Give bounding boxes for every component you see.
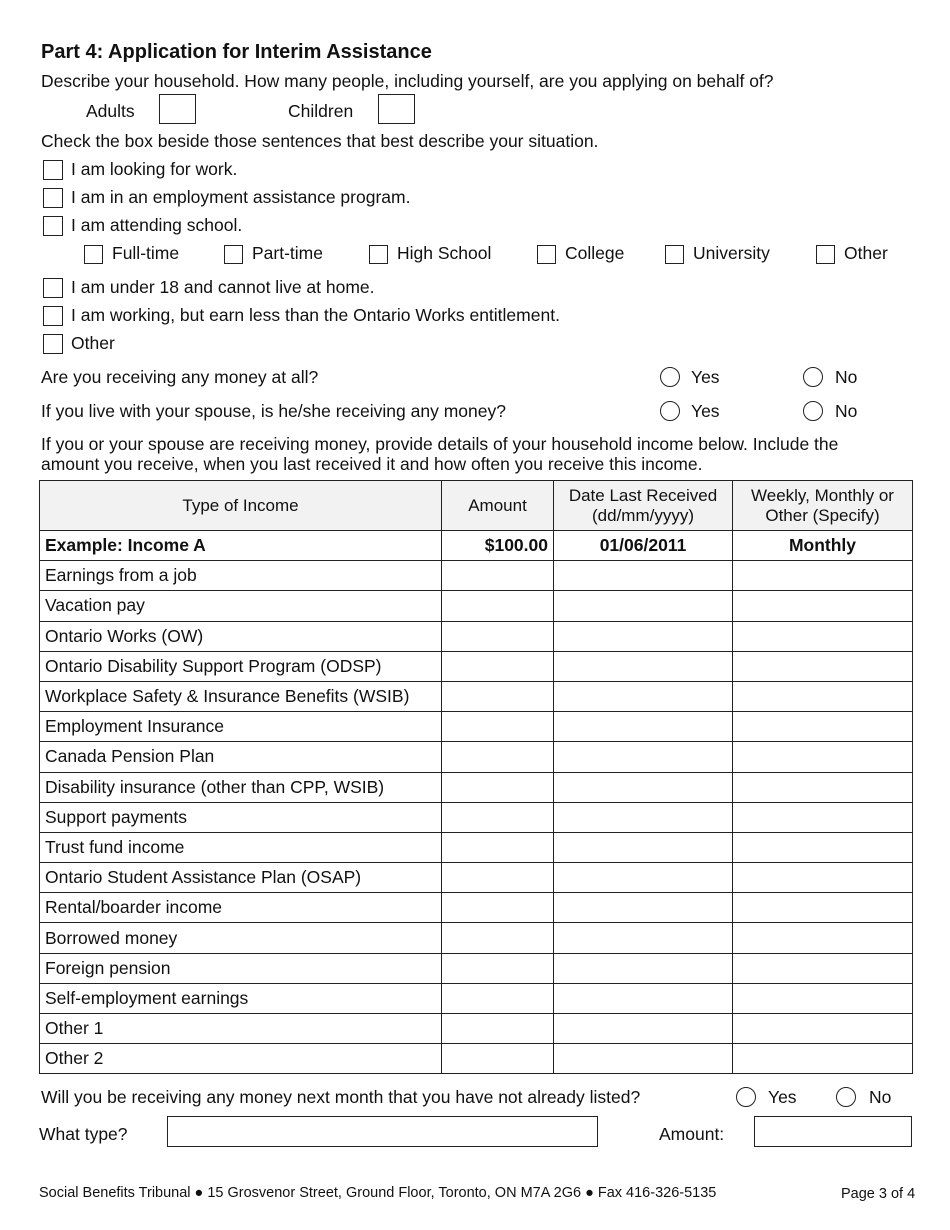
amount-cell[interactable] (442, 923, 554, 953)
date-cell[interactable] (554, 561, 733, 591)
date-cell[interactable] (554, 681, 733, 711)
other-situation-checkbox[interactable] (43, 334, 63, 354)
frequency-cell[interactable] (733, 802, 913, 832)
amount-cell[interactable] (442, 681, 554, 711)
situation-instruction: Check the box beside those sentences that best describe your situation. (41, 131, 599, 151)
income-type-label: Vacation pay (40, 591, 442, 621)
income-row (40, 923, 913, 953)
college-checkbox[interactable] (537, 245, 556, 264)
example-type: Example: Income A (40, 531, 442, 561)
next-month-no-radio[interactable] (836, 1087, 856, 1107)
employment-program-checkbox[interactable] (43, 188, 63, 208)
date-cell[interactable] (554, 953, 733, 983)
adults-label: Adults (86, 101, 135, 121)
example-row (40, 531, 913, 561)
frequency-cell[interactable] (733, 893, 913, 923)
income-row (40, 591, 913, 621)
amount-header: Amount (442, 481, 554, 531)
full-time-label: Full-time (112, 243, 180, 263)
spouse-money-no-label: No (835, 401, 858, 421)
frequency-cell[interactable] (733, 832, 913, 862)
date-cell[interactable] (554, 712, 733, 742)
amount-cell[interactable] (442, 983, 554, 1013)
what-type-label: What type? (39, 1124, 128, 1144)
date-cell[interactable] (554, 621, 733, 651)
date-cell[interactable] (554, 591, 733, 621)
next-month-yes-radio[interactable] (736, 1087, 756, 1107)
next-month-yes-label: Yes (768, 1087, 797, 1107)
working-less-checkbox[interactable] (43, 306, 63, 326)
income-type-label: Ontario Disability Support Program (ODSP) (40, 651, 442, 681)
income-row (40, 772, 913, 802)
income-row (40, 953, 913, 983)
frequency-cell[interactable] (733, 621, 913, 651)
part-time-label: Part-time (252, 243, 323, 263)
income-type-label: Self-employment earnings (40, 983, 442, 1013)
under-18-label: I am under 18 and cannot live at home. (71, 277, 375, 297)
frequency-cell[interactable] (733, 923, 913, 953)
amount-cell[interactable] (442, 802, 554, 832)
date-cell[interactable] (554, 1014, 733, 1044)
amount-field[interactable] (754, 1116, 912, 1147)
university-checkbox[interactable] (665, 245, 684, 264)
under-18-checkbox[interactable] (43, 278, 63, 298)
date-cell[interactable] (554, 863, 733, 893)
other-school-label: Other (844, 243, 888, 263)
income-table (39, 480, 913, 1074)
income-row (40, 983, 913, 1013)
date-cell[interactable] (554, 651, 733, 681)
frequency-cell[interactable] (733, 953, 913, 983)
adults-count-field[interactable] (159, 94, 196, 124)
date-cell[interactable] (554, 893, 733, 923)
receiving-money-yes-radio[interactable] (660, 367, 680, 387)
receiving-money-no-label: No (835, 367, 858, 387)
date-cell[interactable] (554, 802, 733, 832)
frequency-cell[interactable] (733, 651, 913, 681)
income-row (40, 802, 913, 832)
example-frequency: Monthly (733, 531, 913, 561)
income-type-label: Ontario Works (OW) (40, 621, 442, 651)
type-of-income-header: Type of Income (40, 481, 442, 531)
income-row (40, 1014, 913, 1044)
income-table-header-row (40, 481, 913, 531)
income-type-label: Ontario Student Assistance Plan (OSAP) (40, 863, 442, 893)
children-count-field[interactable] (378, 94, 415, 124)
income-type-label: Borrowed money (40, 923, 442, 953)
frequency-cell[interactable] (733, 712, 913, 742)
college-label: College (565, 243, 625, 263)
income-row (40, 832, 913, 862)
amount-cell[interactable] (442, 621, 554, 651)
date-cell[interactable] (554, 1044, 733, 1074)
amount-cell[interactable] (442, 863, 554, 893)
spouse-money-yes-label: Yes (691, 401, 720, 421)
part-time-checkbox[interactable] (224, 245, 243, 264)
next-month-question: Will you be receiving any money next month that you have not already listed? (41, 1087, 641, 1107)
income-type-label: Support payments (40, 802, 442, 832)
what-type-field[interactable] (167, 1116, 598, 1147)
amount-cell[interactable] (442, 651, 554, 681)
frequency-header: Weekly, Monthly or Other (Specify) (733, 481, 913, 531)
amount-cell[interactable] (442, 953, 554, 983)
amount-cell[interactable] (442, 772, 554, 802)
frequency-cell[interactable] (733, 772, 913, 802)
income-instruction-line-1: If you or your spouse are receiving money, provide details of your household income below. Include the (41, 434, 839, 454)
high-school-checkbox[interactable] (369, 245, 388, 264)
looking-for-work-checkbox[interactable] (43, 160, 63, 180)
income-type-label: Other 2 (40, 1044, 442, 1074)
spouse-money-question: If you live with your spouse, is he/she receiving any money? (41, 401, 506, 421)
page-number: Page 3 of 4 (841, 1186, 916, 1202)
frequency-cell[interactable] (733, 591, 913, 621)
income-row (40, 651, 913, 681)
date-last-received-header: Date Last Received (dd/mm/yyyy) (554, 481, 733, 531)
date-cell[interactable] (554, 923, 733, 953)
attending-school-label: I am attending school. (71, 215, 243, 235)
income-row (40, 1044, 913, 1074)
looking-for-work-label: I am looking for work. (71, 159, 238, 179)
receiving-money-no-radio[interactable] (803, 367, 823, 387)
income-row (40, 893, 913, 923)
working-less-label: I am working, but earn less than the Ontario Works entitlement. (71, 305, 560, 325)
amount-cell[interactable] (442, 832, 554, 862)
income-row (40, 561, 913, 591)
date-cell[interactable] (554, 983, 733, 1013)
date-cell[interactable] (554, 772, 733, 802)
spouse-money-no-radio[interactable] (803, 401, 823, 421)
amount-cell[interactable] (442, 561, 554, 591)
date-cell[interactable] (554, 832, 733, 862)
spouse-money-yes-radio[interactable] (660, 401, 680, 421)
income-row (40, 712, 913, 742)
income-type-label: Rental/boarder income (40, 893, 442, 923)
income-type-label: Trust fund income (40, 832, 442, 862)
frequency-cell[interactable] (733, 1044, 913, 1074)
date-cell[interactable] (554, 742, 733, 772)
frequency-cell[interactable] (733, 561, 913, 591)
attending-school-checkbox[interactable] (43, 216, 63, 236)
amount-cell[interactable] (442, 742, 554, 772)
example-amount: $100.00 (442, 531, 554, 561)
amount-cell[interactable] (442, 712, 554, 742)
frequency-cell[interactable] (733, 681, 913, 711)
income-type-label: Disability insurance (other than CPP, WSIB) (40, 772, 442, 802)
income-type-label: Employment Insurance (40, 712, 442, 742)
amount-label: Amount: (659, 1124, 725, 1144)
footer-address: Social Benefits Tribunal ● 15 Grosvenor Street, Ground Floor, Toronto, ON M7A 2G6 ● Fax 416-326-5135 (39, 1185, 717, 1201)
employment-program-label: I am in an employment assistance program. (71, 187, 411, 207)
high-school-label: High School (397, 243, 492, 263)
income-type-label: Other 1 (40, 1014, 442, 1044)
frequency-cell[interactable] (733, 863, 913, 893)
next-month-no-label: No (869, 1087, 892, 1107)
frequency-cell[interactable] (733, 1014, 913, 1044)
income-type-label: Foreign pension (40, 953, 442, 983)
frequency-cell[interactable] (733, 742, 913, 772)
income-type-label: Earnings from a job (40, 561, 442, 591)
income-row (40, 621, 913, 651)
income-type-label: Canada Pension Plan (40, 742, 442, 772)
income-type-label: Workplace Safety & Insurance Benefits (WSIB) (40, 681, 442, 711)
example-date: 01/06/2011 (554, 531, 733, 561)
full-time-checkbox[interactable] (84, 245, 103, 264)
amount-cell[interactable] (442, 893, 554, 923)
income-instruction-line-2: amount you receive, when you last received it and how often you receive this income. (41, 454, 703, 474)
income-row (40, 863, 913, 893)
other-school-checkbox[interactable] (816, 245, 835, 264)
children-label: Children (288, 101, 354, 121)
frequency-cell[interactable] (733, 983, 913, 1013)
amount-cell[interactable] (442, 1044, 554, 1074)
receiving-money-question: Are you receiving any money at all? (41, 367, 319, 387)
university-label: University (693, 243, 770, 263)
amount-cell[interactable] (442, 591, 554, 621)
receiving-money-yes-label: Yes (691, 367, 720, 387)
income-row (40, 742, 913, 772)
part-title: Part 4: Application for Interim Assistance (41, 41, 432, 63)
household-question: Describe your household. How many people, including yourself, are you applying on behalf of? (41, 71, 774, 91)
amount-cell[interactable] (442, 1014, 554, 1044)
income-row (40, 681, 913, 711)
other-situation-label: Other (71, 333, 115, 353)
